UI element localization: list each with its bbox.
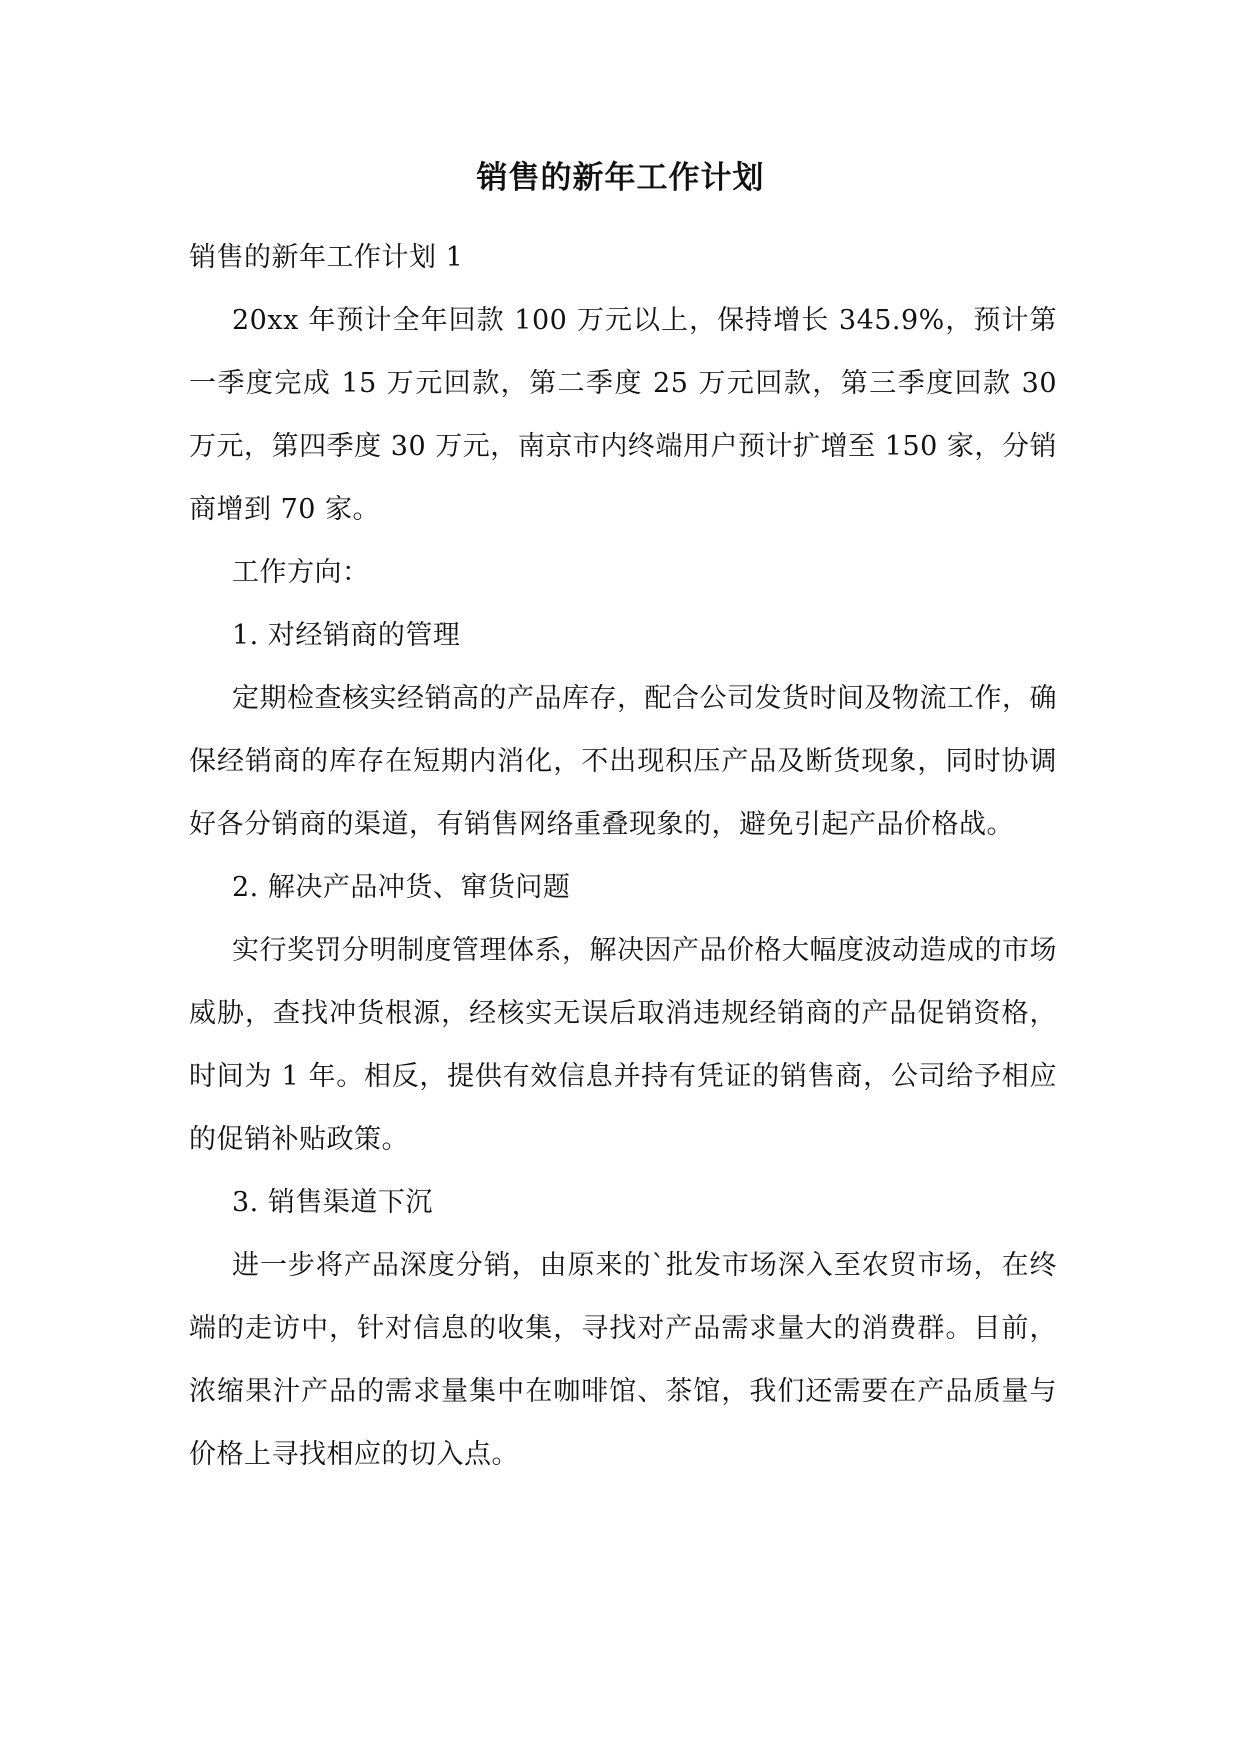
document-title: 销售的新年工作计划 <box>476 160 765 196</box>
paragraph-work-direction: 工作方向： <box>232 557 370 588</box>
item-heading-2: 2. 解决产品冲货、窜货问题 <box>232 872 571 903</box>
document-body <box>189 226 1057 1486</box>
paragraph-cross-selling: 实行奖罚分明制度管理体系，解决因产品价格大幅度波动造成的市场威胁，查找冲货根源，经核实无误后取消违规经销商的产品促销资格，时间为 1 年。相反，提供有效信息并持有凭证的销售商，公司给予相应的促销补贴政策。 <box>189 935 1057 1155</box>
paragraph-dealer-management: 定期检查核实经销高的产品库存，配合公司发货时间及物流工作，确保经销商的库存在短期内消化，不出现积压产品及断货现象，同时协调好各分销商的渠道，有销售网络重叠现象的，避免引起产品价格战。 <box>189 683 1057 840</box>
item-heading-1: 1. 对经销商的管理 <box>232 620 461 651</box>
paragraph-targets: 20xx 年预计全年回款 100 万元以上，保持增长 345.9%，预计第一季度完成 15 万元回款，第二季度 25 万元回款，第三季度回款 30 万元，第四季度 30 万元，南京市内终端用户预计扩增至 150 家，分销商增到 70 家。 <box>189 305 1057 525</box>
section-heading: 销售的新年工作计划 1 <box>189 242 464 273</box>
item-heading-3: 3. 销售渠道下沉 <box>232 1187 433 1218</box>
paragraph-channel-sinking: 进一步将产品深度分销，由原来的`批发市场深入至农贸市场，在终端的走访中，针对信息的收集，寻找对产品需求量大的消费群。目前，浓缩果汁产品的需求量集中在咖啡馆、茶馆，我们还需要在产品质量与价格上寻找相应的切入点。 <box>189 1250 1057 1470</box>
